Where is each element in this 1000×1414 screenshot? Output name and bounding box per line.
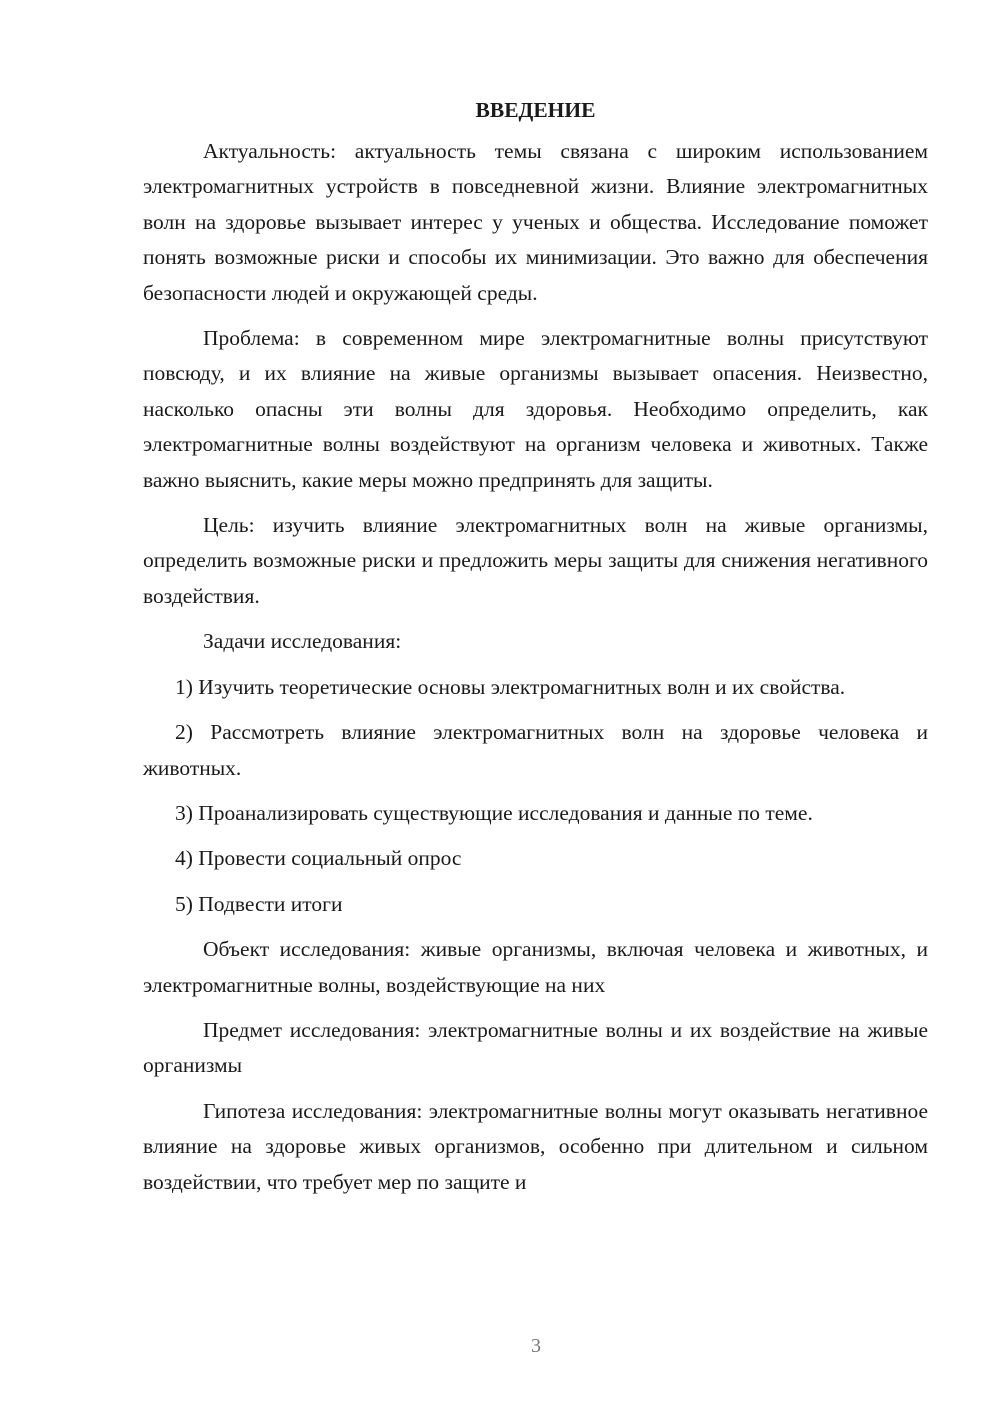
- task-item-2: 2) Рассмотреть влияние электромагнитных волн на здоровье человека и животных.: [143, 720, 928, 780]
- task-item-4: 4) Провести социальный опрос: [175, 846, 462, 871]
- task-item-5: 5) Подвести итоги: [175, 891, 343, 916]
- paragraph-relevance: Актуальность: актуальность темы связана с широким использованием электромагнитных устройств в повседневной жизни. Влияние электромагнитных волн на здоровье вызывает интерес у ученых и общества. Исследование поможет понять возможные риски и способы их минимизации. Это важно для обеспечения безопасности людей и окружающей среды.: [143, 139, 928, 305]
- paragraph-subject: Предмет исследования: электромагнитные волны и их воздействие на живые организмы: [143, 1017, 928, 1078]
- page-number: 3: [531, 1335, 541, 1357]
- tasks-title: Задачи исследования:: [203, 629, 402, 654]
- paragraph-object: Объект исследования: живые организмы, включая человека и животных, и электромагнитные волны, воздействующие на них: [143, 937, 928, 997]
- task-item-1: 1) Изучить теоретические основы электромагнитных волн и их свойства.: [175, 674, 846, 699]
- page-content: [143, 92, 928, 1210]
- task-item-3: 3) Проанализировать существующие исследования и данные по теме.: [175, 800, 813, 825]
- paragraph-problem: Проблема: в современном мире электромагнитные волны присутствуют повсюду, и их влияние на живые организмы вызывает опасения. Неизвестно, насколько опасны эти волны для здоровья. Необходимо определить, как электромагнитные волны воздействуют на организм человека и животных. Также важно выяснить, какие меры можно предпринять для защиты.: [143, 326, 928, 492]
- page-title: ВВЕДЕНИЕ: [475, 98, 596, 122]
- paragraph-hypothesis: Гипотеза исследования: электромагнитные волны могут оказывать негативное влияние на здоровье живых организмов, особенно при длительном и сильном воздействии, что требует мер по защите и: [143, 1098, 928, 1194]
- paragraph-goal: Цель: изучить влияние электромагнитных волн на живые организмы, определить возможные риски и предложить меры защиты для снижения негативного воздействия.: [143, 513, 928, 608]
